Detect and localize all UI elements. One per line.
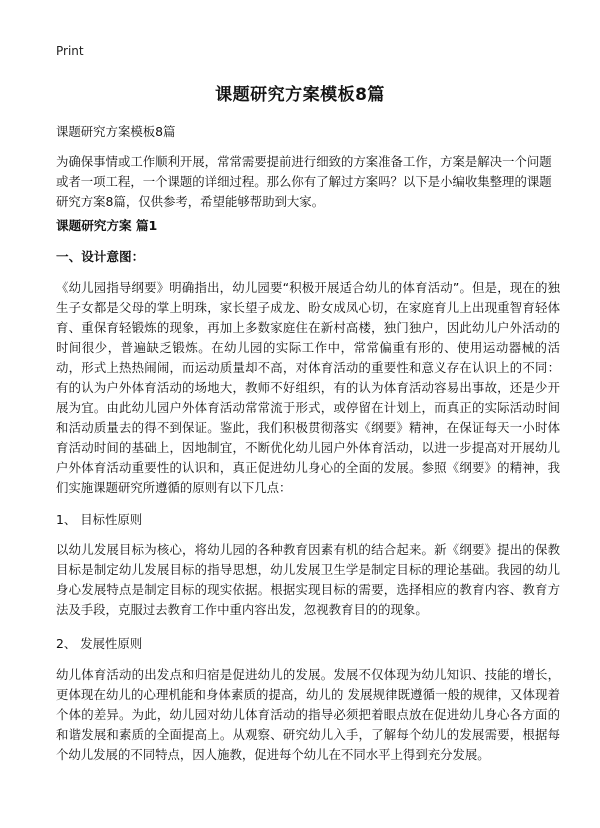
principle-1-heading: 1、 目标性原则 [56, 512, 143, 527]
intro-paragraph: 为确保事情或工作顺利开展，常常需要提前进行细致的方案准备工作，方案是解决一个问题或者一项工程，一个课题的详细过程。那么你有了解过方案吗？以下是小编收集整理的课题研究方案8篇，仅供参考，希望能够帮助到大家。 [56, 154, 552, 209]
principle-2-paragraph: 幼儿体育活动的出发点和归宿是促进幼儿的发展。发展不仅体现为幼儿知识、技能的增长，更体现在幼儿的心理机能和身体素质的提高，幼儿的 发展规律既遵循一般的规律，又体现着个体的差异。为此，幼儿园对幼儿体育活动的指导必须把着眼点放在促进幼儿身心各方面的和谐发展和素质的全面提高上。从观察、研究幼儿入手，了解每个幼儿的发展需要，根据每个幼儿发展的不同特点，因人施教，促进每个幼儿在不同水平上得到充分发展。 [56, 667, 560, 762]
design-paragraph: 《幼儿园指导纲要》明确指出，幼儿园要“积极开展适合幼儿的体育活动”。但是，现在的独生子女都是父母的掌上明珠，家长望子成龙、盼女成凤心切，在家庭育儿上出现重智育轻体育、重保育轻锻炼的现象，再加上多数家庭住在新村高楼，独门独户，因此幼儿户外活动的时间很少，普遍缺乏锻炼。在幼儿园的实际工作中，常常偏重有形的、使用运动器械的活动，形式上热热闹闹，而运动质量却不高，对体育活动的重要性和意义存在认识上的不同：有的认为户外体育活动的场地大，教师不好组织，有的认为体育活动容易出事故，还是少开展为宜。由此幼儿园户外体育活动常常流于形式，或停留在计划上，而真正的实际活动时间和活动质量去的得不到保证。鉴此，我们积极贯彻落实《纲要》精神，在保证每天一小时体育活动时间的基础上，因地制宜，不断优化幼儿园户外体育活动，以进一步提高对开展幼儿户外体育活动重要性的认识和，真正促进幼儿身心的全面的发展。参照《纲要》的精神，我们实施课题研究所遵循的原则有以下几点： [56, 280, 560, 495]
page-title: 课题研究方案模板8篇 [215, 85, 385, 105]
section-heading: 课题研究方案 篇1 [56, 218, 158, 233]
document-subtitle: 课题研究方案模板8篇 [56, 124, 176, 139]
design-heading: 一、设计意图： [56, 249, 145, 264]
principle-1-paragraph: 以幼儿发展目标为核心，将幼儿园的各种教育因素有机的结合起来。新《纲要》提出的保教目标是制定幼儿发展目标的指导思想，幼儿发展卫生学是制定目标的理论基础。我园的幼儿身心发展特点是制定目标的现实依据。根据实现目标的需要，选择相应的教育内容、教育方法及手段，克服过去教育工作中重内容出发，忽视教育目的的现象。 [56, 542, 560, 617]
print-label[interactable]: Print [56, 44, 84, 58]
principle-2-heading: 2、 发展性原则 [56, 636, 143, 651]
